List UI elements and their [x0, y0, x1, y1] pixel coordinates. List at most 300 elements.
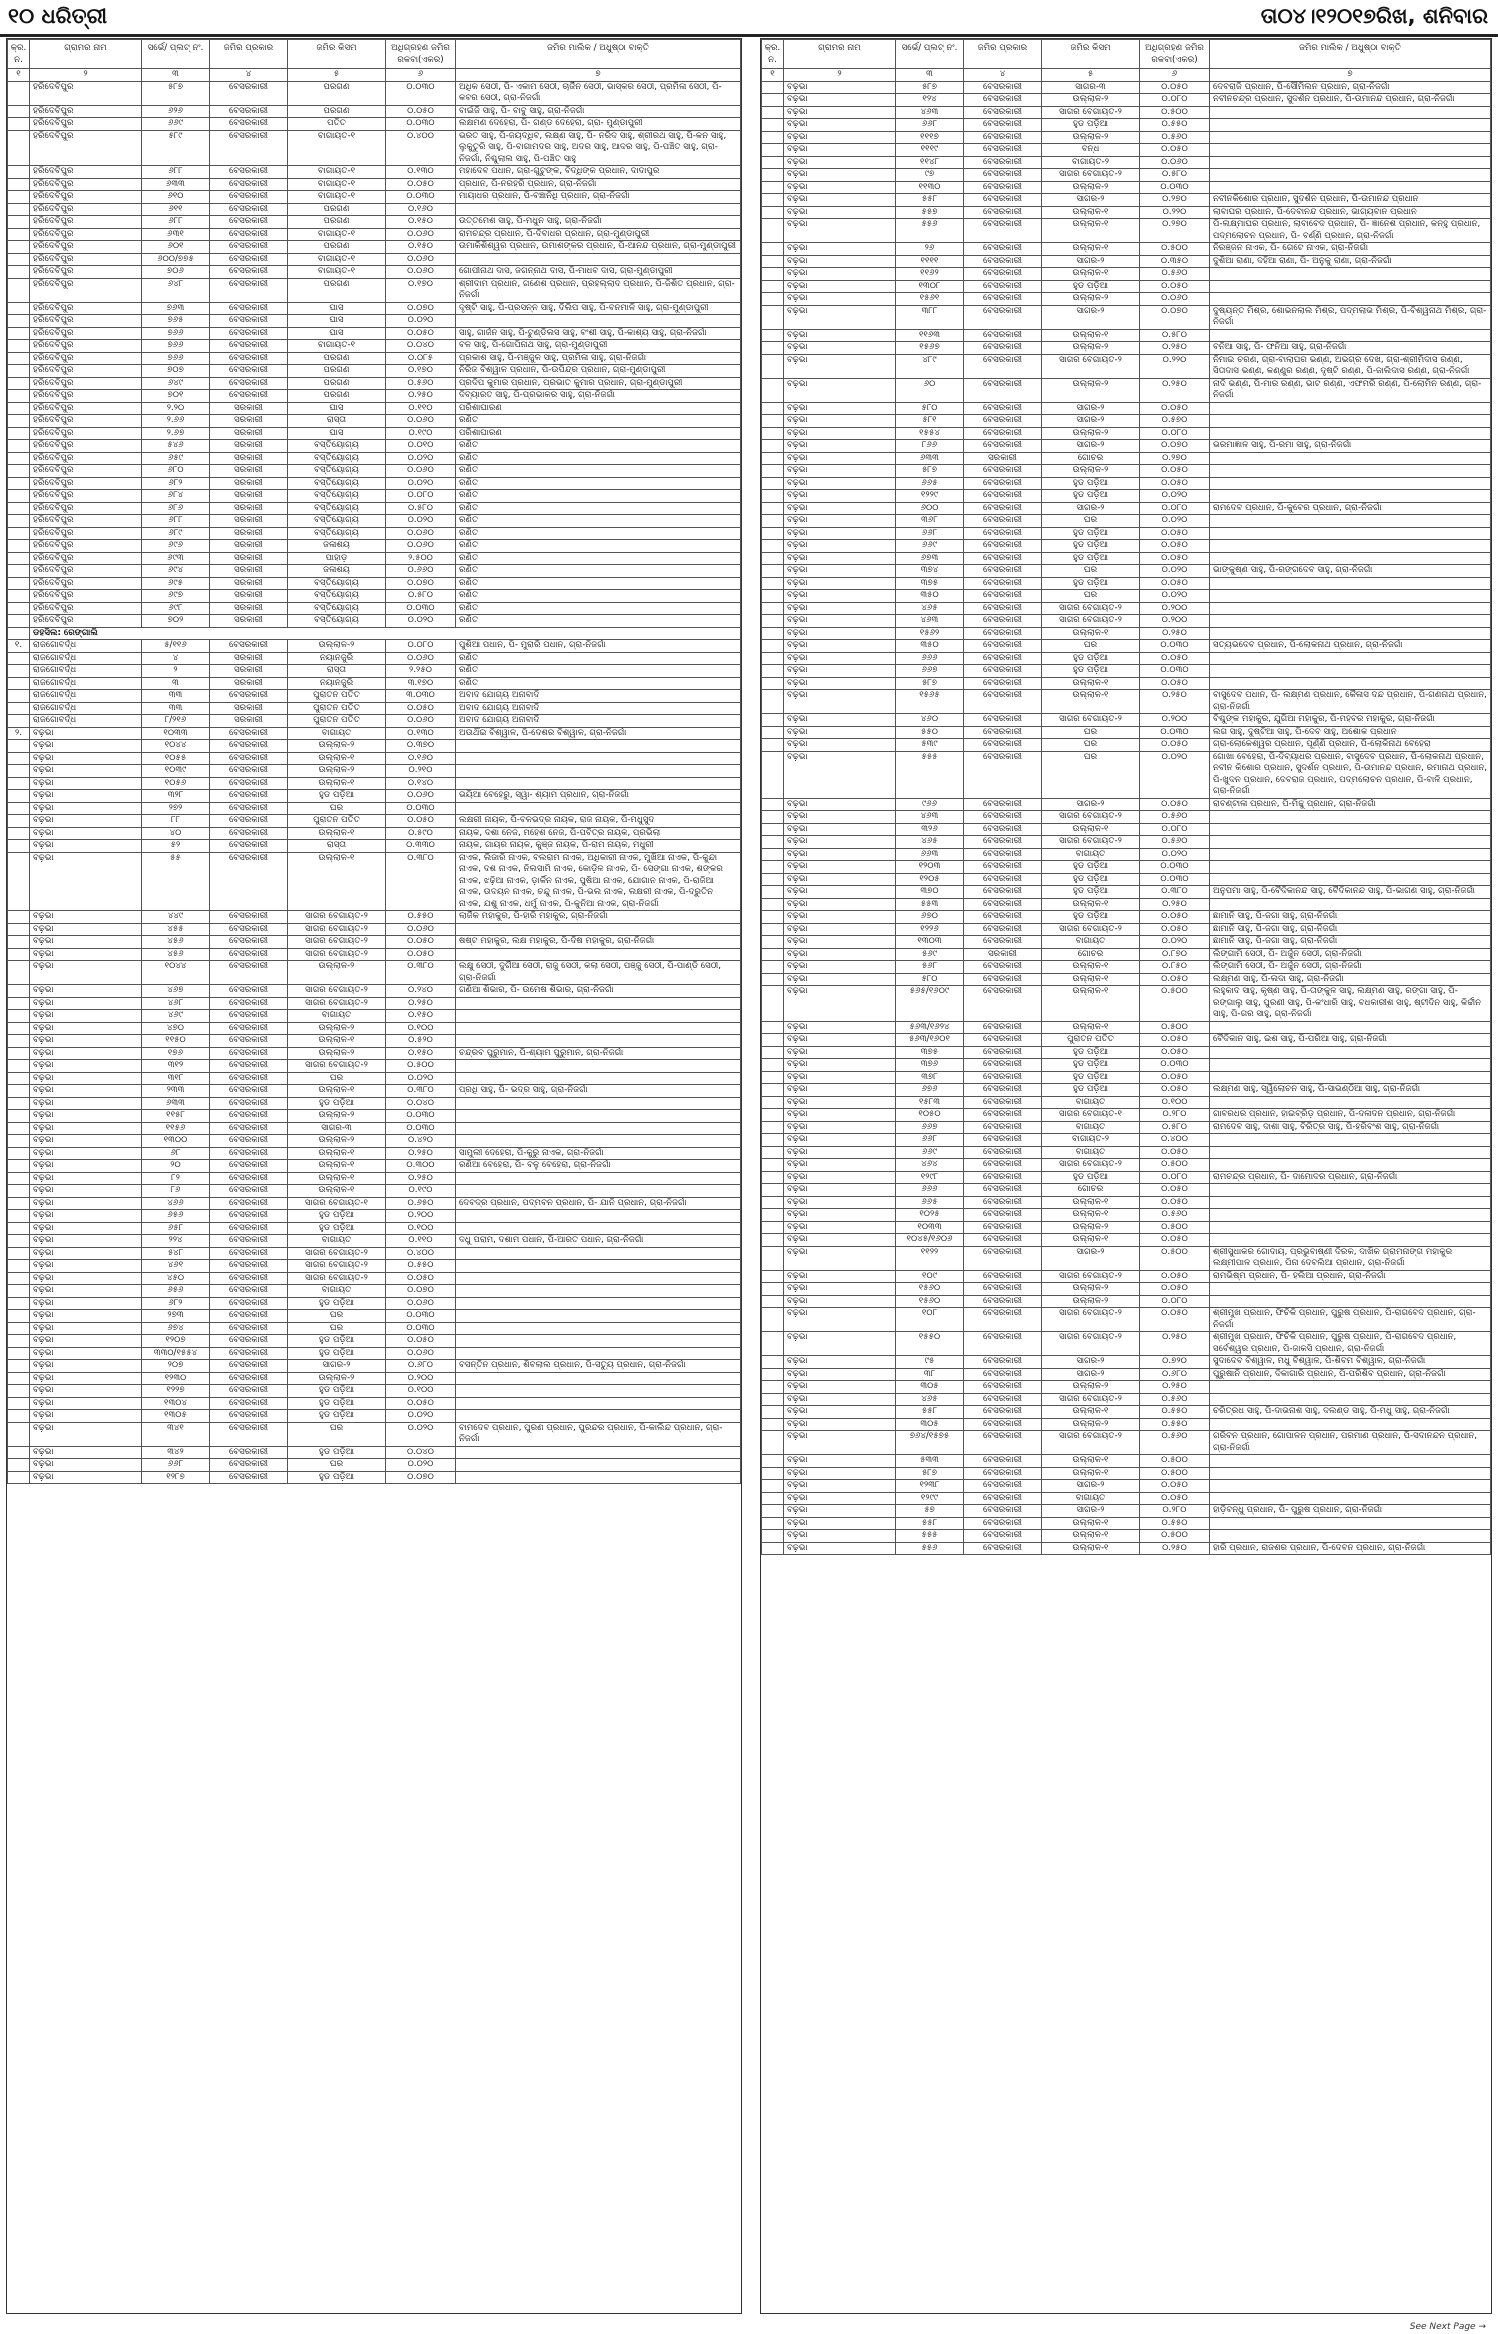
table-row: [8, 130, 741, 166]
plot-number-cell: ୭୦୬: [142, 266, 210, 279]
owner-cell: ରଣିତ: [456, 652, 741, 665]
village-cell: ବଢ଼ଭା: [30, 790, 142, 803]
plot-number-cell: ୬୯୫: [142, 577, 210, 590]
table-row: [762, 1096, 1491, 1109]
owner-cell: ଗ୍ରା-ଲୋକେଶ୍ୱର ପ୍ରଧାନ, ପୂର୍ଣ୍ଣି ପ୍ରଧାନ, ପି-ଲୋକିନାଥ ବେହେରା: [1210, 739, 1491, 752]
serial-cell: [762, 144, 784, 157]
serial-cell: [8, 985, 30, 998]
serial-cell: [762, 1393, 784, 1406]
land-class-cell: ଉଲ୍ଲାଳ-୧: [1042, 1196, 1140, 1209]
land-class-cell: ବାଗାୟତ: [1042, 1146, 1140, 1159]
village-cell: ରାଜଗୋବର୍ଦ୍ଧ: [30, 640, 142, 653]
village-cell: ବଢ଼ଭା: [784, 465, 896, 478]
table-row: [8, 840, 741, 853]
land-type-cell: ସରକାରୀ: [210, 452, 288, 465]
column-number: ୩: [142, 69, 210, 82]
serial-cell: [762, 986, 784, 1022]
serial-cell: [8, 1110, 30, 1123]
land-class-cell: ଘର: [288, 1310, 386, 1323]
village-cell: ବଢ଼ଭା: [30, 1260, 142, 1273]
table-row: [8, 1172, 741, 1185]
land-class-cell: ବାଗାୟତ: [1042, 1492, 1140, 1505]
owner-cell: [456, 1010, 741, 1023]
land-class-cell: ଉଲ୍ଲାଳ-୧: [1042, 986, 1140, 1022]
plot-number-cell: ୩୭୪: [896, 565, 964, 578]
land-class-cell: ଉଲ୍ଲାଳ-୨: [288, 1110, 386, 1123]
owner-cell: [1210, 1234, 1491, 1247]
village-cell: ହରିଦେବିପୁର: [30, 266, 142, 279]
village-cell: ବଢ଼ଭା: [30, 1297, 142, 1310]
plot-number-cell: ୬୬୯: [896, 1146, 964, 1159]
plot-number-cell: ୪୦: [142, 827, 210, 840]
owner-cell: ଅଉଥିଁଇ ବିଶ୍ୱାଳ, ପି-ଦେଶର ବିଶ୍ୱାଳ, ଗ୍ରା-ନିଜର୍ଗା: [456, 727, 741, 740]
area-cell: ୦.୮୭୦: [1140, 948, 1210, 961]
village-cell: ବଢ଼ଭା: [784, 255, 896, 268]
area-cell: ୦.୫୮୦: [1140, 329, 1210, 342]
land-class-cell: ଉଲ୍ଲାଳ-୧: [1042, 898, 1140, 911]
land-class-cell: ହୁଡ ପଡ଼ିଆ: [1042, 477, 1140, 490]
table-row: [762, 1295, 1491, 1308]
village-cell: ବଢ଼ଭା: [784, 194, 896, 207]
plot-number-cell: ୧୨୨୯: [896, 490, 964, 503]
land-type-cell: ବେସରକାରୀ: [964, 280, 1042, 293]
plot-number-cell: ୬୯୪: [142, 565, 210, 578]
owner-cell: ପ୍ରଦିପ କୁମାର ପ୍ରଧାନ, ପ୍ରଭାତ କୁମାର ପ୍ରଧାନ, ଗ୍ରା-ମୁଣ୍ଡାପୁରୀ: [456, 377, 741, 390]
table-row: [762, 1406, 1491, 1419]
owner-cell: ଗଣିଆ ଶିଭାର, ପି- ଉମେଷ ଶିଭାର, ଗ୍ରା-ନିଜର୍ଗା: [456, 985, 741, 998]
serial-cell: [762, 886, 784, 899]
serial-cell: [762, 836, 784, 849]
table-row: [8, 166, 741, 179]
serial-cell: ୨.: [8, 727, 30, 740]
serial-cell: [8, 765, 30, 778]
village-cell: ବଢ଼ଭା: [784, 1455, 896, 1468]
land-type-cell: ବେସରକାରୀ: [964, 144, 1042, 157]
table-row: [762, 402, 1491, 415]
village-cell: ବଢ଼ଭା: [784, 1146, 896, 1159]
area-cell: ୦.୦୬୦: [386, 540, 456, 553]
village-cell: ହରିଦେବିପୁର: [30, 590, 142, 603]
table-row: [762, 206, 1491, 219]
area-cell: ୦.୦୫୦: [386, 815, 456, 828]
land-class-cell: ଘର: [288, 1422, 386, 1446]
table-row: [762, 1059, 1491, 1072]
area-cell: ୦.୦୫୦: [1140, 144, 1210, 157]
serial-cell: [762, 1308, 784, 1332]
area-cell: ୦.୦୫୦: [1140, 577, 1210, 590]
serial-cell: [8, 615, 30, 628]
village-cell: ବଢ଼ଭା: [784, 527, 896, 540]
land-type-cell: ସରକାରୀ: [210, 415, 288, 428]
land-type-cell: ବେସରକାରୀ: [210, 1185, 288, 1198]
land-class-cell: ଉଲ୍ଲାଳ-୧: [1042, 206, 1140, 219]
area-cell: ୦.୦୮୦: [386, 490, 456, 503]
land-type-cell: ସରକାରୀ: [210, 490, 288, 503]
land-type-cell: ବେସରକାରୀ: [964, 169, 1042, 182]
owner-cell: [456, 1060, 741, 1073]
land-class-cell: ବାଗାୟତ-୧: [288, 166, 386, 179]
plot-number-cell: ୧୨୯୯: [896, 1492, 964, 1505]
land-type-cell: ବେସରକାରୀ: [210, 1060, 288, 1073]
plot-number-cell: ୪୬୫: [896, 836, 964, 849]
land-type-cell: ବେସରକାରୀ: [964, 1308, 1042, 1332]
serial-cell: [8, 178, 30, 191]
area-cell: ୦.୦୭୦: [386, 577, 456, 590]
owner-cell: [1210, 1146, 1491, 1159]
table-row: [8, 790, 741, 803]
area-cell: ୦.୦୩୦: [386, 1110, 456, 1123]
plot-number-cell: ୬୦୧: [142, 241, 210, 254]
table-row: [8, 652, 741, 665]
plot-number-cell: ୫୮୭: [896, 81, 964, 94]
plot-number-cell: ୪: [142, 652, 210, 665]
area-cell: ୦.୦୬୦: [386, 253, 456, 266]
land-class-cell: ସାଗର ବେଗାୟତ-୨: [1042, 1431, 1140, 1455]
table-row: [8, 1085, 741, 1098]
newspaper-date: ତା୦୪।୧୨୦୧୭ରିଖ, ଶନିବାର: [1260, 4, 1488, 28]
serial-cell: [8, 1085, 30, 1098]
land-type-cell: ବେସରକାରୀ: [964, 627, 1042, 640]
village-cell: ବଢ଼ଭା: [784, 1209, 896, 1222]
plot-number-cell: ୬୬୩: [896, 848, 964, 861]
owner-cell: [456, 1272, 741, 1285]
area-cell: ୦.୦୨୦: [386, 1459, 456, 1472]
plot-number-cell: ୬୫୮: [142, 1222, 210, 1235]
serial-cell: [8, 540, 30, 553]
owner-cell: ଅନୁପମା ସାହୁ, ପି-ବୈଦିକାନନ୍ଦ ସାହୁ, ବୈଦିକାନନ୍ଦ ସାହୁ, ପି-ଭାଗଣ ସାହୁ, ଗ୍ରା-ନିଜର୍ଗା: [1210, 886, 1491, 899]
owner-cell: ଲକ୍ଷ୍ମଣ ସାହୁ, ସ୍ୱିଲୋଚନ ସାହୁ, ପି-ସାଭଣ୍ଠିଆ ସାହୁ, ଗ୍ରା-ନିଜର୍ଗା: [1210, 1084, 1491, 1097]
land-type-cell: ବେସରକାରୀ: [964, 823, 1042, 836]
serial-cell: [762, 280, 784, 293]
table-row: [8, 228, 741, 241]
owner-cell: ନାୟକ, ଗାୟର ନାୟକ, କୁଞ୍ଜ ନାୟକ, ପି-ରାମ ନାୟକ, ମଧୁରୀ: [456, 840, 741, 853]
area-cell: ୦.୦୫୦: [1140, 1046, 1210, 1059]
owner-cell: [456, 923, 741, 936]
land-type-cell: ସରକାରୀ: [210, 527, 288, 540]
serial-cell: [762, 1034, 784, 1047]
owner-cell: [456, 1459, 741, 1472]
land-class-cell: ହୁଡ ପଡ଼ିଆ: [1042, 540, 1140, 553]
village-cell: ବଢ଼ଭା: [30, 1347, 142, 1360]
land-class-cell: ଉଲ୍ଲାଳ-୧: [288, 777, 386, 790]
serial-cell: [8, 1422, 30, 1446]
plot-number-cell: ୪୬୫: [896, 1393, 964, 1406]
owner-cell: [1210, 1021, 1491, 1034]
village-cell: ବଢ଼ଭା: [784, 1021, 896, 1034]
land-class-cell: ପୁରାତନ ପତିତ: [288, 702, 386, 715]
area-cell: ୦.୦୨୦: [386, 315, 456, 328]
serial-cell: [762, 726, 784, 739]
area-cell: ୦.୫୫୦: [1140, 1418, 1210, 1431]
land-type-cell: ସରକାରୀ: [210, 715, 288, 728]
table-row: [762, 515, 1491, 528]
table-row: [762, 640, 1491, 653]
area-cell: ୦.୦୬୦: [386, 266, 456, 279]
owner-cell: [1210, 169, 1491, 182]
area-cell: ୦.୦୫୦: [386, 948, 456, 961]
land-type-cell: ବେସରକାରୀ: [210, 377, 288, 390]
owner-cell: [1210, 1196, 1491, 1209]
table-row: [762, 194, 1491, 207]
village-cell: ବଢ଼ଭା: [784, 798, 896, 811]
land-type-cell: ବେସରକାରୀ: [964, 1234, 1042, 1247]
village-cell: ହରିଦେବିପୁର: [30, 452, 142, 465]
area-cell: ୦.୦୨୦: [386, 615, 456, 628]
area-cell: ୦.୨୨୦: [1140, 206, 1210, 219]
owner-cell: ବାମଦେବ ପ୍ରଧାନ, ପୁରଣ ପ୍ରଧାନ, ପୁରନ୍ଦର ପ୍ରଧାନ, ପି-କାଲିନ୍ଦ ପ୍ରଧାନ, ଗ୍ରା-ନିଜର୍ଗା: [456, 1422, 741, 1446]
table-row: [8, 1310, 741, 1323]
plot-number-cell: ୬୧୧: [142, 203, 210, 216]
area-cell: ୦.୫୫୦: [386, 911, 456, 924]
land-class-cell: ପୁରାତନ ପତିତ: [1042, 1034, 1140, 1047]
area-cell: ୦.୫୦୦: [1140, 1467, 1210, 1480]
land-type-cell: ବେସରକାରୀ: [964, 1246, 1042, 1270]
land-class-cell: ଉଲ୍ଲାଳ-୨: [1042, 1418, 1140, 1431]
land-type-cell: ବେସରକାରୀ: [210, 278, 288, 302]
table-row: [762, 590, 1491, 603]
plot-number-cell: ୧୧୫୮: [142, 1110, 210, 1123]
land-class-cell: ଉଲ୍ଲାଳ-୨: [1042, 131, 1140, 144]
owner-cell: [1210, 1530, 1491, 1543]
table-body: [762, 81, 1491, 1555]
area-cell: ୦.୫୦୦: [1140, 1530, 1210, 1543]
land-class-cell: ଉଲ୍ଲାଳ-୨: [288, 1022, 386, 1035]
owner-cell: [1210, 119, 1491, 132]
land-type-cell: ବେସରକାରୀ: [964, 565, 1042, 578]
area-cell: ୦.୦୬୦: [386, 1347, 456, 1360]
serial-cell: [762, 1021, 784, 1034]
area-cell: ୦.୬୮୦: [386, 1360, 456, 1373]
owner-cell: [1210, 181, 1491, 194]
land-class-cell: ଉଲ୍ଲାଳ-୨: [1042, 342, 1140, 355]
area-cell: ୦.୨୦୦: [1140, 714, 1210, 727]
land-class-cell: ହୁଡ ପଡ଼ିଆ: [1042, 527, 1140, 540]
land-type-cell: ସରକାରୀ: [210, 577, 288, 590]
serial-cell: [762, 219, 784, 243]
serial-cell: [8, 1272, 30, 1285]
serial-cell: [762, 1071, 784, 1084]
village-cell: ବଢ଼ଭା: [784, 986, 896, 1022]
table-row: [762, 1221, 1491, 1234]
plot-number-cell: ୩୩୦/୧୫୫୪: [142, 1347, 210, 1360]
village-cell: ହରିଦେବିପୁର: [30, 327, 142, 340]
plot-number-cell: ୯୫: [896, 1356, 964, 1369]
owner-cell: ପ୍ରଧି ସାହୁ, ପି- ଭଦ୍ର ସାହୁ, ଗ୍ରା-ନିଜର୍ଗା: [456, 1085, 741, 1098]
land-type-cell: ବେସରକାରୀ: [964, 973, 1042, 986]
land-class-cell: ବସ୍ତିୟୋଗ୍ୟ: [288, 452, 386, 465]
plot-number-cell: ୩୦୫: [896, 1418, 964, 1431]
column-number: ୩: [896, 69, 964, 82]
land-type-cell: ବେସରକାରୀ: [964, 936, 1042, 949]
plot-number-cell: ୬୬୭: [896, 665, 964, 678]
table-row: [762, 94, 1491, 107]
area-cell: ୦.୫୦୦: [1140, 1455, 1210, 1468]
land-type-cell: ବେସରକାରୀ: [210, 840, 288, 853]
serial-cell: [762, 181, 784, 194]
owner-cell: [456, 1022, 741, 1035]
table-row: [8, 702, 741, 715]
owner-cell: ଲଗ ସାହୁ, ଦୁଷ୍ଟିଆ ସାହୁ, ପି-ଦେବ ସାହୁ, ଅଶୋକ ପ୍ରଧାନ: [1210, 726, 1491, 739]
land-class-cell: ସାଗର-୩: [1042, 81, 1140, 94]
owner-cell: [456, 1310, 741, 1323]
plot-number-cell: ୧୧୧୭: [896, 131, 964, 144]
table-row: [762, 490, 1491, 503]
owner-cell: ଦିବ୍ୟାରତ ସାହୁ, ପି-ପ୍ରଭାକର ସାହୁ, ଗ୍ରା-ନିଜର୍ଗା: [456, 390, 741, 403]
area-cell: ୦.୦୫୦: [1140, 973, 1210, 986]
land-type-cell: ସରକାରୀ: [210, 702, 288, 715]
village-cell: ବଢ଼ଭା: [784, 1084, 896, 1097]
land-type-cell: ବେସରକାରୀ: [210, 1197, 288, 1210]
land-type-cell: ବେସରକାରୀ: [210, 1235, 288, 1248]
plot-number-cell: ୧୫୬୦: [896, 1295, 964, 1308]
plot-number-cell: ୪୬୪: [896, 1159, 964, 1172]
land-class-cell: ସାଗର-୨: [1042, 798, 1140, 811]
owner-cell: [1210, 490, 1491, 503]
land-type-cell: ସରକାରୀ: [210, 602, 288, 615]
land-type-cell: ବେସରକାରୀ: [964, 415, 1042, 428]
plot-number-cell: ୬୬୯: [142, 118, 210, 131]
village-cell: ରାଜଗୋବର୍ଦ୍ଧ: [30, 652, 142, 665]
column-number-row: [8, 69, 741, 82]
land-type-cell: ବେସରକାରୀ: [964, 194, 1042, 207]
land-type-cell: ବେସରକାରୀ: [964, 293, 1042, 306]
land-class-cell: ହୁଡ ପଡ଼ିଆ: [1042, 1046, 1140, 1059]
area-cell: ୦.୪୦୦: [386, 130, 456, 166]
table-row: [762, 898, 1491, 911]
column-header: ଅଧିଗ୍ରହଣ ଜମିର ରକବା(ଏକର): [386, 40, 456, 69]
serial-cell: [762, 1134, 784, 1147]
owner-cell: [456, 1385, 741, 1398]
land-type-cell: ବେସରକାରୀ: [210, 1310, 288, 1323]
owner-cell: [1210, 1467, 1491, 1480]
land-class-cell: ବାଗାୟତ: [288, 727, 386, 740]
serial-cell: [762, 527, 784, 540]
land-class-cell: ଉଲ୍ଲାଳ-୨: [1042, 378, 1140, 402]
serial-cell: [8, 936, 30, 949]
table-row: [8, 777, 741, 790]
plot-number-cell: ୩୩: [142, 690, 210, 703]
area-cell: ୦.୧୦୦: [386, 1222, 456, 1235]
land-type-cell: ବେସରକାରୀ: [210, 1322, 288, 1335]
land-type-cell: ବେସରକାରୀ: [964, 1184, 1042, 1197]
owner-cell: ଲିଙ୍ଗାମି ସେଠୀ, ପି- ଅର୍ଜୁନ ସେଠୀ, ଗ୍ରା-ନିଜର୍ଗା: [1210, 961, 1491, 974]
area-cell: ୦.୧୪୦: [386, 777, 456, 790]
table-row: [762, 652, 1491, 665]
table-row: [762, 886, 1491, 899]
land-class-cell: ଉଲ୍ଲାଳ-୧: [288, 752, 386, 765]
plot-number-cell: ୬୯୩: [142, 552, 210, 565]
village-cell: ହରିଦେବିପୁର: [30, 130, 142, 166]
village-cell: ବଢ଼ଭା: [784, 1109, 896, 1122]
serial-cell: [8, 440, 30, 453]
land-class-cell: ସାଗର ବେଗାୟତ-୨: [1042, 923, 1140, 936]
table-row: [8, 540, 741, 553]
serial-cell: [8, 327, 30, 340]
land-type-cell: ବେସରକାରୀ: [964, 1368, 1042, 1381]
plot-number-cell: ୧୨୯୮: [896, 1171, 964, 1184]
village-cell: ବଢ଼ଭା: [784, 1517, 896, 1530]
area-cell: ୦.୫୦୦: [1140, 243, 1210, 256]
owner-cell: [456, 1335, 741, 1348]
plot-number-cell: ୪୬୧: [142, 1260, 210, 1273]
area-cell: ୦.୦୮୦: [1140, 94, 1210, 107]
area-cell: ୦.୦୫୦: [1140, 1071, 1210, 1084]
land-class-cell: ନୟାନଜୁରି: [288, 677, 386, 690]
area-cell: ୦.୦୫୦: [1140, 280, 1210, 293]
land-type-cell: ସରକାରୀ: [210, 502, 288, 515]
table-row: [762, 452, 1491, 465]
area-cell: ୦.୦୩୦: [386, 191, 456, 204]
serial-cell: [8, 790, 30, 803]
land-class-cell: ଉଲ୍ଲାଳ-୧: [1042, 690, 1140, 714]
owner-cell: ହାଡ଼ିବନ୍ଧୁ ପ୍ରଧାନ, ପି- ପୁରୁଷ ପ୍ରଧାନ, ଗ୍ରା-ନିଜର୍ଗା: [1210, 1505, 1491, 1518]
owner-cell: [456, 1122, 741, 1135]
village-cell: ବଢ଼ଭା: [30, 815, 142, 828]
plot-number-cell: ୨୬: [896, 243, 964, 256]
land-type-cell: ସରକାରୀ: [210, 427, 288, 440]
table-row: [762, 181, 1491, 194]
owner-cell: ଛାମାନି ସାହୁ, ପି-ଜଗା ସାହୁ, ଗ୍ରା-ନିଜର୍ଗା: [1210, 936, 1491, 949]
land-type-cell: ବେସରକାରୀ: [964, 219, 1042, 243]
table-row: [762, 1209, 1491, 1222]
area-cell: ୦.୦୬୦: [1140, 156, 1210, 169]
table-row: [762, 1418, 1491, 1431]
serial-cell: [762, 751, 784, 798]
area-cell: ୦.୧୫୦: [386, 1047, 456, 1060]
serial-cell: [8, 1160, 30, 1173]
land-class-cell: ଉଲ୍ଲାଳ-୨: [288, 1135, 386, 1148]
column-header: ଜମିର ମାଲିକ / ଅଧୁଷ୍ଠା ବାକ୍ତି: [1210, 40, 1491, 69]
owner-cell: [1210, 1480, 1491, 1493]
land-type-cell: ବେସରକାରୀ: [964, 268, 1042, 281]
land-class-cell: ବାଗାୟତ-୧: [288, 228, 386, 241]
land-type-cell: ବେସରକାରୀ: [210, 1397, 288, 1410]
owner-cell: ରଣିତ: [456, 615, 741, 628]
village-cell: ବଢ଼ଭା: [784, 1467, 896, 1480]
serial-cell: [8, 1372, 30, 1385]
village-cell: ବଢ଼ଭା: [784, 565, 896, 578]
land-type-cell: ବେସରକାରୀ: [964, 243, 1042, 256]
owner-cell: [456, 1397, 741, 1410]
land-type-cell: ବେସରକାରୀ: [964, 1505, 1042, 1518]
village-cell: ବଢ଼ଭା: [784, 293, 896, 306]
table-row: [8, 477, 741, 490]
land-type-cell: ବେସରକାରୀ: [210, 1172, 288, 1185]
serial-cell: [762, 1542, 784, 1555]
village-cell: ହରିଦେବିପୁର: [30, 540, 142, 553]
table-row: [762, 1196, 1491, 1209]
area-cell: ୦.୧୦୦: [1140, 1096, 1210, 1109]
plot-number-cell: ୫୫୮: [896, 194, 964, 207]
serial-cell: [8, 1397, 30, 1410]
land-class-cell: ଉଲ୍ଲାଳ-୧: [1042, 268, 1140, 281]
table-row: [8, 1322, 741, 1335]
land-type-cell: ବେସରକାରୀ: [210, 1471, 288, 1484]
owner-cell: [1210, 1046, 1491, 1059]
serial-cell: [762, 923, 784, 936]
serial-cell: [8, 1360, 30, 1373]
table-row: [762, 427, 1491, 440]
land-class-cell: ସାଗର-୨: [1042, 1368, 1140, 1381]
table-row: [8, 527, 741, 540]
serial-cell: [8, 1285, 30, 1298]
land-type-cell: ବେସରକାରୀ: [964, 1270, 1042, 1283]
column-header: କ୍ର. ନ.: [762, 40, 784, 69]
table-row: [762, 961, 1491, 974]
land-class-cell: ସାଗର ବେଗାୟତ-୨: [1042, 354, 1140, 378]
village-cell: ହରିଦେବିପୁର: [30, 552, 142, 565]
village-cell: ବଢ଼ଭା: [784, 836, 896, 849]
